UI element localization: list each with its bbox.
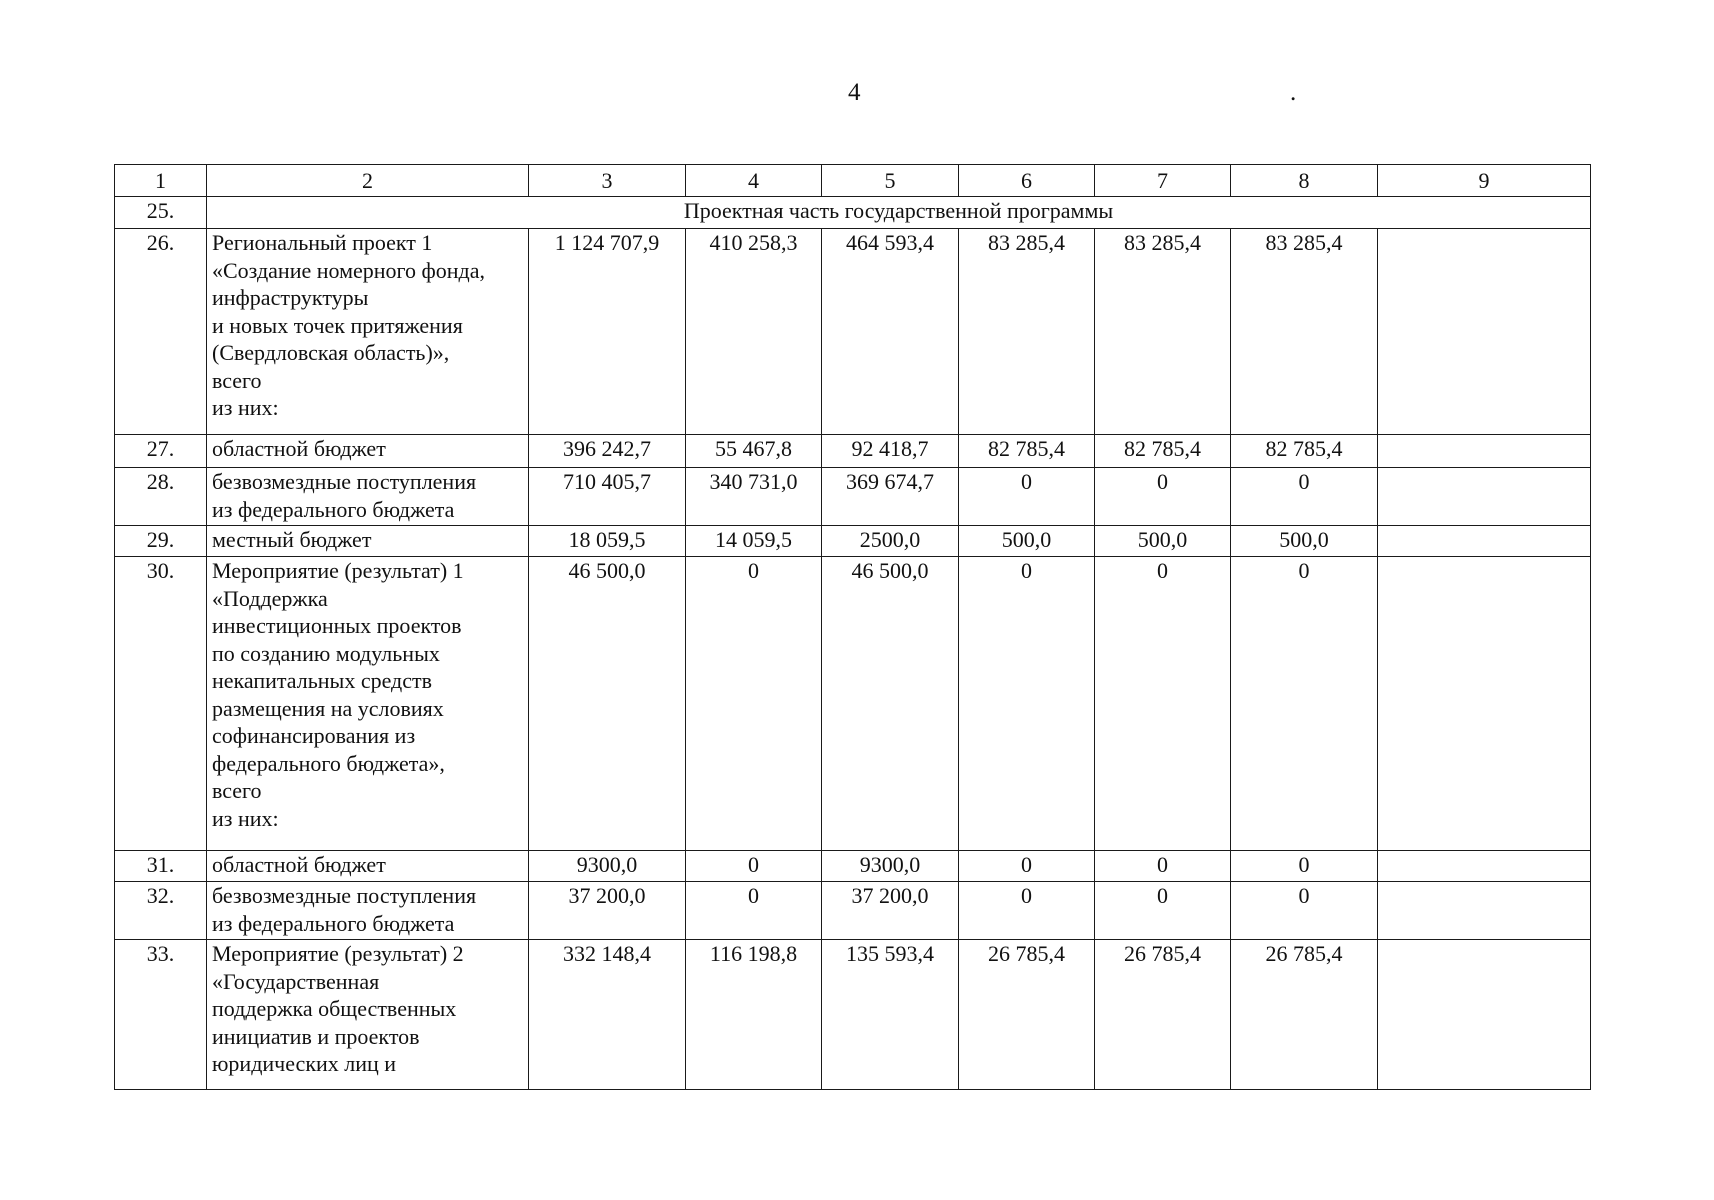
table-row (115, 468, 1591, 526)
column-number-row (115, 165, 1591, 197)
row-name-line: всего (212, 778, 262, 803)
section-title: Проектная часть государственной программы (207, 197, 1591, 229)
value-cell-col-6: 0 (959, 851, 1095, 882)
row-name-line: из федерального бюджета (212, 910, 455, 936)
column-header: 5 (822, 165, 959, 197)
row-name-line: «Государственная (212, 968, 380, 994)
row-name-line: и новых точек притяжения (212, 312, 463, 338)
table-body (115, 165, 1591, 1090)
value-cell-col-7: 0 (1095, 851, 1231, 882)
value-cell-col-9 (1378, 468, 1591, 526)
row-name-line: инициатив и проектов (212, 1023, 420, 1049)
value-cell-col-7: 0 (1095, 468, 1231, 526)
value-cell-col-8: 0 (1231, 557, 1378, 851)
row-number: 27. (115, 435, 207, 468)
value-cell-col-7: 500,0 (1095, 526, 1231, 557)
value-cell-col-4: 116 198,8 (686, 940, 822, 1090)
value-cell-col-6: 26 785,4 (959, 940, 1095, 1090)
value-cell-col-3: 37 200,0 (529, 882, 686, 940)
table-row (115, 557, 1591, 851)
page-number: 4 (848, 79, 861, 106)
table-row (115, 851, 1591, 882)
value-cell-col-6: 0 (959, 557, 1095, 851)
row-name-line: Мероприятие (результат) 2 (212, 941, 464, 966)
value-cell-col-3: 9300,0 (529, 851, 686, 882)
value-cell-col-4: 410 258,3 (686, 229, 822, 435)
value-cell-col-6: 82 785,4 (959, 435, 1095, 468)
value-cell-col-7: 0 (1095, 557, 1231, 851)
column-header: 2 (207, 165, 529, 197)
row-name-line: всего (212, 367, 262, 393)
row-number: 33. (115, 940, 207, 1090)
row-name-line: «Создание номерного фонда, (212, 257, 486, 283)
value-cell-col-8: 0 (1231, 851, 1378, 882)
value-cell-col-5: 464 593,4 (822, 229, 959, 435)
row-name (207, 851, 529, 882)
value-cell-col-8: 83 285,4 (1231, 229, 1378, 435)
value-cell-col-6: 0 (959, 882, 1095, 940)
value-cell-col-5: 2500,0 (822, 526, 959, 557)
value-cell-col-6: 500,0 (959, 526, 1095, 557)
row-number: 32. (115, 882, 207, 940)
row-number: 26. (115, 229, 207, 435)
row-name-line: из федерального бюджета (212, 496, 455, 522)
row-name-line: (Свердловская область)», (212, 340, 450, 365)
row-name-line: областной бюджет (212, 436, 386, 461)
row-number: 30. (115, 557, 207, 851)
row-name-line: безвозмездные поступления (212, 469, 477, 494)
row-name-line: Мероприятие (результат) 1 (212, 558, 464, 583)
column-header: 3 (529, 165, 686, 197)
row-name (207, 882, 529, 940)
value-cell-col-9 (1378, 526, 1591, 557)
table-row (115, 526, 1591, 557)
row-name-line: софинансирования из (212, 723, 416, 748)
row-number: 28. (115, 468, 207, 526)
table-row (115, 435, 1591, 468)
row-name-line: местный бюджет (212, 527, 372, 552)
value-cell-col-5: 46 500,0 (822, 557, 959, 851)
row-name-line: областной бюджет (212, 852, 386, 877)
value-cell-col-4: 340 731,0 (686, 468, 822, 526)
row-name (207, 468, 529, 526)
value-cell-col-9 (1378, 229, 1591, 435)
row-name-line: инвестиционных проектов (212, 613, 462, 638)
row-name-line: инфраструктуры (212, 285, 369, 310)
value-cell-col-9 (1378, 940, 1591, 1090)
value-cell-col-7: 0 (1095, 882, 1231, 940)
value-cell-col-3: 46 500,0 (529, 557, 686, 851)
value-cell-col-5: 369 674,7 (822, 468, 959, 526)
value-cell-col-4: 0 (686, 882, 822, 940)
row-name-line: «Поддержка (212, 585, 328, 611)
value-cell-col-8: 82 785,4 (1231, 435, 1378, 468)
value-cell-col-4: 0 (686, 557, 822, 851)
section-number: 25. (115, 197, 207, 229)
value-cell-col-7: 26 785,4 (1095, 940, 1231, 1090)
value-cell-col-5: 37 200,0 (822, 882, 959, 940)
table-row (115, 882, 1591, 940)
row-name-line: безвозмездные поступления (212, 883, 477, 908)
row-number: 29. (115, 526, 207, 557)
value-cell-col-3: 1 124 707,9 (529, 229, 686, 435)
row-number: 31. (115, 851, 207, 882)
value-cell-col-3: 710 405,7 (529, 468, 686, 526)
value-cell-col-8: 0 (1231, 468, 1378, 526)
column-header: 1 (115, 165, 207, 197)
row-name-line: по созданию модульных (212, 640, 440, 666)
row-name-line: Региональный проект 1 (212, 230, 433, 255)
value-cell-col-8: 26 785,4 (1231, 940, 1378, 1090)
value-cell-col-6: 83 285,4 (959, 229, 1095, 435)
value-cell-col-6: 0 (959, 468, 1095, 526)
value-cell-col-4: 55 467,8 (686, 435, 822, 468)
column-header: 6 (959, 165, 1095, 197)
corner-mark: . (1290, 79, 1297, 106)
value-cell-col-3: 396 242,7 (529, 435, 686, 468)
budget-table (114, 164, 1591, 1090)
value-cell-col-5: 9300,0 (822, 851, 959, 882)
table-row (115, 940, 1591, 1090)
value-cell-col-9 (1378, 557, 1591, 851)
row-name (207, 229, 529, 435)
row-name (207, 526, 529, 557)
row-name (207, 557, 529, 851)
value-cell-col-9 (1378, 851, 1591, 882)
value-cell-col-3: 332 148,4 (529, 940, 686, 1090)
value-cell-col-5: 135 593,4 (822, 940, 959, 1090)
column-header: 8 (1231, 165, 1378, 197)
value-cell-col-9 (1378, 435, 1591, 468)
value-cell-col-4: 0 (686, 851, 822, 882)
value-cell-col-5: 92 418,7 (822, 435, 959, 468)
column-header: 4 (686, 165, 822, 197)
value-cell-col-3: 18 059,5 (529, 526, 686, 557)
value-cell-col-7: 82 785,4 (1095, 435, 1231, 468)
row-name-line: из них: (212, 805, 279, 831)
value-cell-col-9 (1378, 882, 1591, 940)
value-cell-col-8: 0 (1231, 882, 1378, 940)
section-row (115, 197, 1591, 229)
column-header: 9 (1378, 165, 1591, 197)
row-name (207, 435, 529, 468)
row-name-line: размещения на условиях (212, 695, 444, 721)
table-row (115, 229, 1591, 435)
column-header: 7 (1095, 165, 1231, 197)
row-name-line: федерального бюджета», (212, 750, 445, 776)
value-cell-col-8: 500,0 (1231, 526, 1378, 557)
value-cell-col-7: 83 285,4 (1095, 229, 1231, 435)
row-name-line: из них: (212, 395, 279, 420)
row-name (207, 940, 529, 1090)
row-name-line: некапитальных средств (212, 668, 433, 693)
value-cell-col-4: 14 059,5 (686, 526, 822, 557)
row-name-line: юридических лиц и (212, 1051, 397, 1076)
row-name-line: поддержка общественных (212, 996, 457, 1021)
